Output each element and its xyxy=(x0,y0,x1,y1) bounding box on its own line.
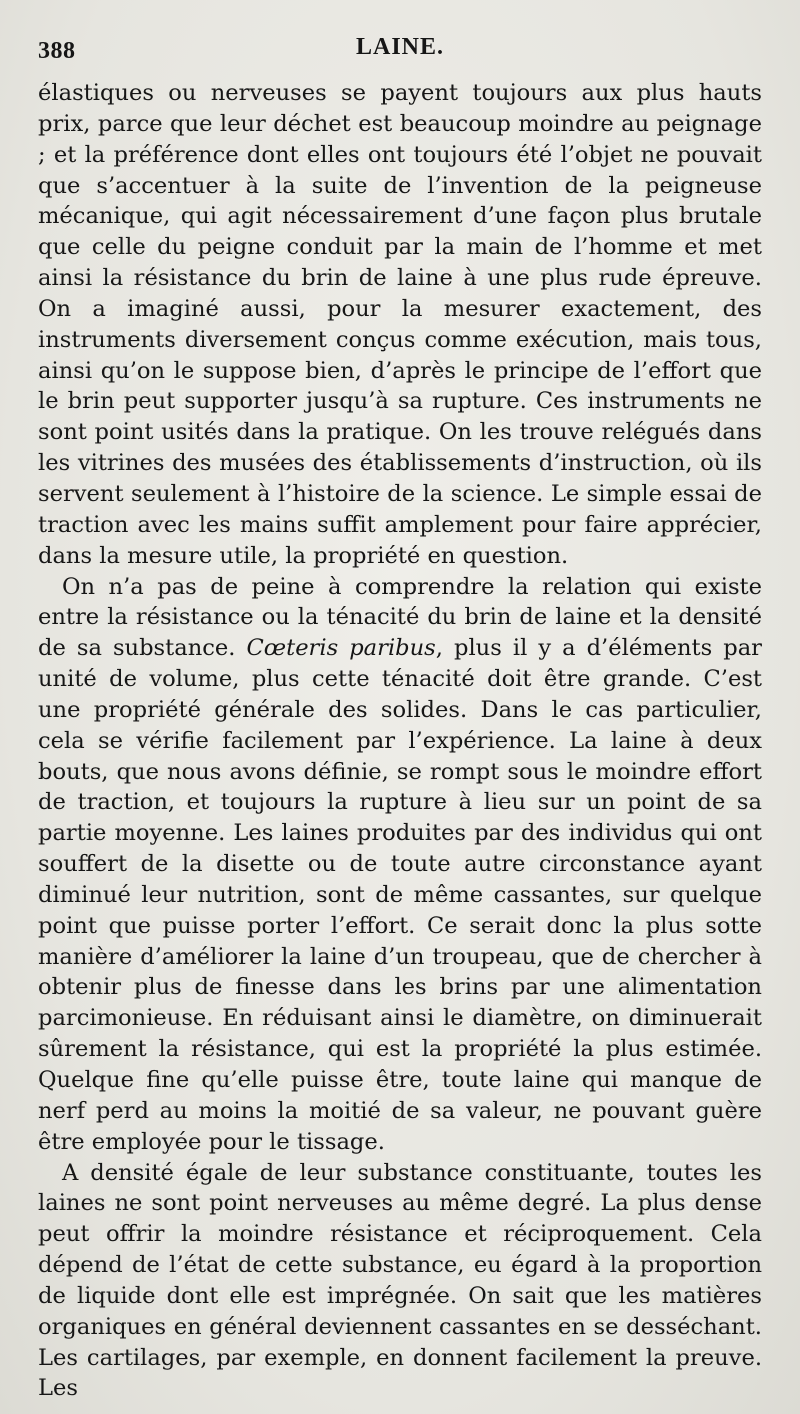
paragraph-1-text: élastiques ou nerveuses se payent toujours aux plus hauts prix, parce que leur déchet est beaucoup moindre au peignage ; et la préférence dont elles ont toujours été l’objet ne pouvait que s’accentuer à la suite de l’invention de la peigneuse mécanique, qui agit nécessairement d’une façon plus brutale que celle du peigne conduit par la main de l’homme et met ainsi la résistance du brin de laine à une plus rude épreuve. On a imaginé aussi, pour la mesurer exactement, des instruments diversement conçus comme exécution, mais tous, ainsi qu’on le suppose bien, d’après le principe de l’effort que le brin peut supporter jusqu’à sa rupture. Ces instruments ne sont point usités dans la pratique. On les trouve relégués dans les vitrines des musées des établissements d’instruction, où ils servent seulement à l’histoire de la science. Le simple essai de traction avec les mains suffit amplement pour faire apprécier, dans la mesure utile, la propriété en question. xyxy=(38,80,762,569)
page-header xyxy=(38,28,762,68)
paragraph-2-text-b: , plus il y a d’éléments par unité de volume, plus cette ténacité doit être grande. C’est une propriété générale des solides. Dans le cas particulier, cela se vérifie facilement par l’expérience. La laine à deux bouts, que nous avons définie, se rompt sous le moindre effort de traction, et toujours la rupture à lieu sur un point de sa partie moyenne. Les laines produites par des individus qui ont souffert de la disette ou de toute autre circonstance ayant diminué leur nutrition, sont de même cassantes, sur quelque point que puisse porter l’effort. Ce serait donc la plus sotte manière d’améliorer la laine d’un troupeau, que de chercher à obtenir plus de finesse dans les brins par une alimentation parcimonieuse. En réduisant ainsi le diamètre, on diminuerait sûrement la résistance, qui est la propriété la plus estimée. Quelque fine qu’elle puisse être, toute laine qui manque de nerf perd au moins la moitié de sa valeur, ne pouvant guère être employée pour le tissage. xyxy=(38,635,762,1155)
paragraph-1 xyxy=(38,78,762,572)
paragraph-3-text: A densité égale de leur substance constituante, toutes les laines ne sont point nerveuses au même degré. La plus dense peut offrir la moindre résistance et réciproquement. Cela dépend de l’état de cette substance, eu égard à la proportion de liquide dont elle est imprégnée. On sait que les matières organiques en général deviennent cassantes en se desséchant. Les cartilages, par exemple, en donnent facilement la preuve. Les xyxy=(38,1159,762,1402)
running-title: LAINE. xyxy=(355,34,445,60)
body-text xyxy=(38,78,762,1404)
paragraph-2-text-a: On n’a pas de peine à comprendre la relation qui existe entre la résistance ou la ténacité du brin de laine et la densité de sa substance. xyxy=(38,573,762,662)
paragraph-3 xyxy=(38,1158,762,1405)
page-number: 388 xyxy=(38,38,76,64)
paragraph-2 xyxy=(38,572,762,1158)
latin-phrase: Cœteris paribus xyxy=(246,635,436,662)
